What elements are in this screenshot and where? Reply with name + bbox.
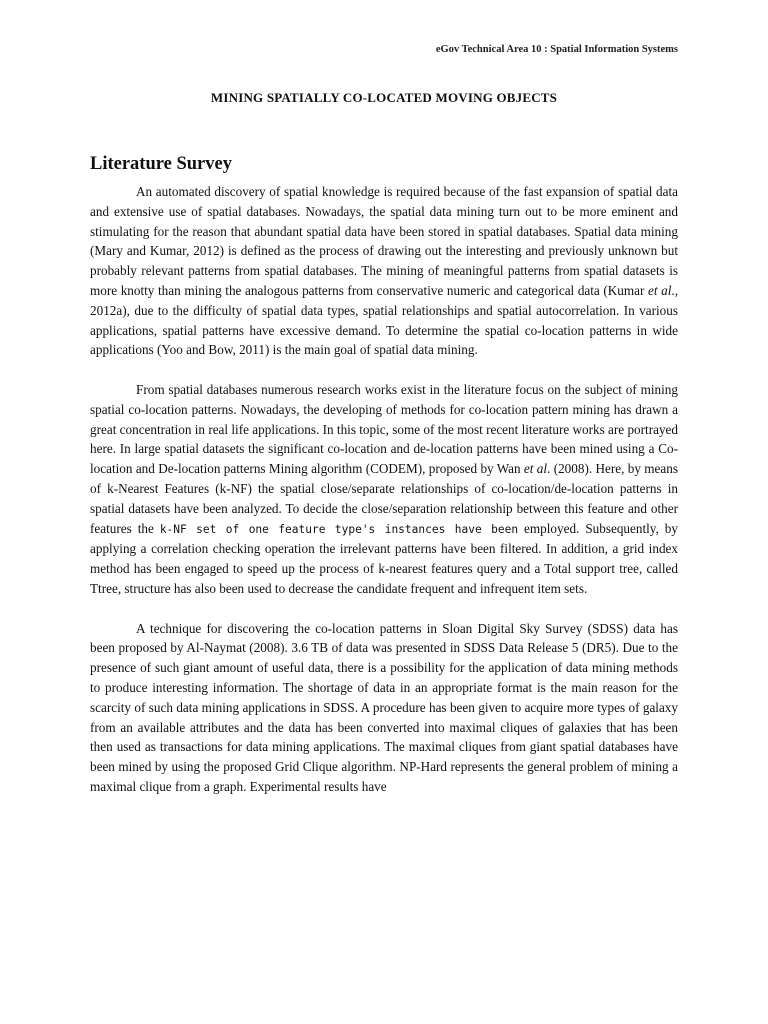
paragraph-1-et-al: et al — [648, 282, 672, 298]
paragraph-2-text-c: employed. Subsequently, by applying a correlation checking operation the irrelevant patterns have been filtered. In addition, a grid index method has been engaged to speed up the process of k-nearest features query and a Total support tree, called Ttree, structure has also been used to decrease the candidate frequent and infrequent item sets. — [90, 520, 678, 596]
document-title: MINING SPATIALLY CO-LOCATED MOVING OBJECTS — [210, 90, 558, 105]
paragraph-2-text-b: . (2008). Here, by means of k-Nearest Features (k-NF) the spatial close/separate relationships of co-location/de-location patterns in spatial datasets have been analyzed. To decide the close/separation relationship between this feature and other features the — [90, 461, 678, 536]
paragraph-1-text-b: ., 2012a), due to the difficulty of spatial data types, spatial relationships and spatial autocorrelation. In various applications, spatial patterns have excessive demand. To determine the spatial co-location patterns in wide applications (Yoo and Bow, 2011) is the main goal of spatial data mining. — [90, 282, 678, 358]
paragraph-2-text-a: From spatial databases numerous research works exist in the literature focus on the subject of mining spatial co-location patterns. Nowadays, the developing of methods for co-location pattern mining has drawn a great concentration in real life applications. In this topic, some of the most recent literature works are portrayed here. In large spatial datasets the significant co-location and de-location patterns have been mined using a Co-location and De-location patterns Mining algorithm (CODEM), proposed by Wan — [90, 381, 678, 477]
paragraph-2 — [90, 380, 678, 599]
paragraph-1 — [90, 182, 678, 360]
paragraph-3: A technique for discovering the co-location patterns in Sloan Digital Sky Survey (SDSS) data has been proposed by Al-Naymat (2008). 3.6 TB of data was presented in SDSS Data Release 5 (DR5). Due to the presence of such giant amount of useful data, there is a possibility for the application of data mining methods to produce interesting information. The shortage of data in an appropriate format is the main reason for the scarcity of such data mining applications in SDSS. A procedure has been given to acquire more types of galaxy from an available attributes and the data has been converted into maximal cliques of galaxies that has been then used as transactions for data mining applications. The maximal cliques from giant spatial databases have been mined by using the proposed Grid Clique algorithm. NP-Hard represents the general problem of mining a maximal clique from a graph. Experimental results have — [90, 620, 678, 794]
running-header: eGov Technical Area 10 : Spatial Information Systems — [435, 44, 678, 55]
body-text — [90, 182, 678, 817]
paragraph-2-et-al: et al — [523, 461, 548, 477]
paragraph-2-mono-fragment: k-NF set of one feature type's instances have been — [159, 522, 519, 536]
section-heading: Literature Survey — [90, 154, 232, 174]
paragraph-1-text-a: An automated discovery of spatial knowledge is required because of the fast expansion of spatial data and extensive use of spatial databases. Nowadays, the spatial data mining turn out to be more eminent and stimulating for the reason that abundant spatial data have been stored in spatial databases. Spatial data mining (Mary and Kumar, 2012) is defined as the process of drawing out the interesting and previously unknown but probably relevant patterns from spatial databases. The mining of meaningful patterns from spatial datasets is more knotty than mining the analogous patterns from conservative numeric and categorical data (Kumar — [90, 184, 678, 298]
